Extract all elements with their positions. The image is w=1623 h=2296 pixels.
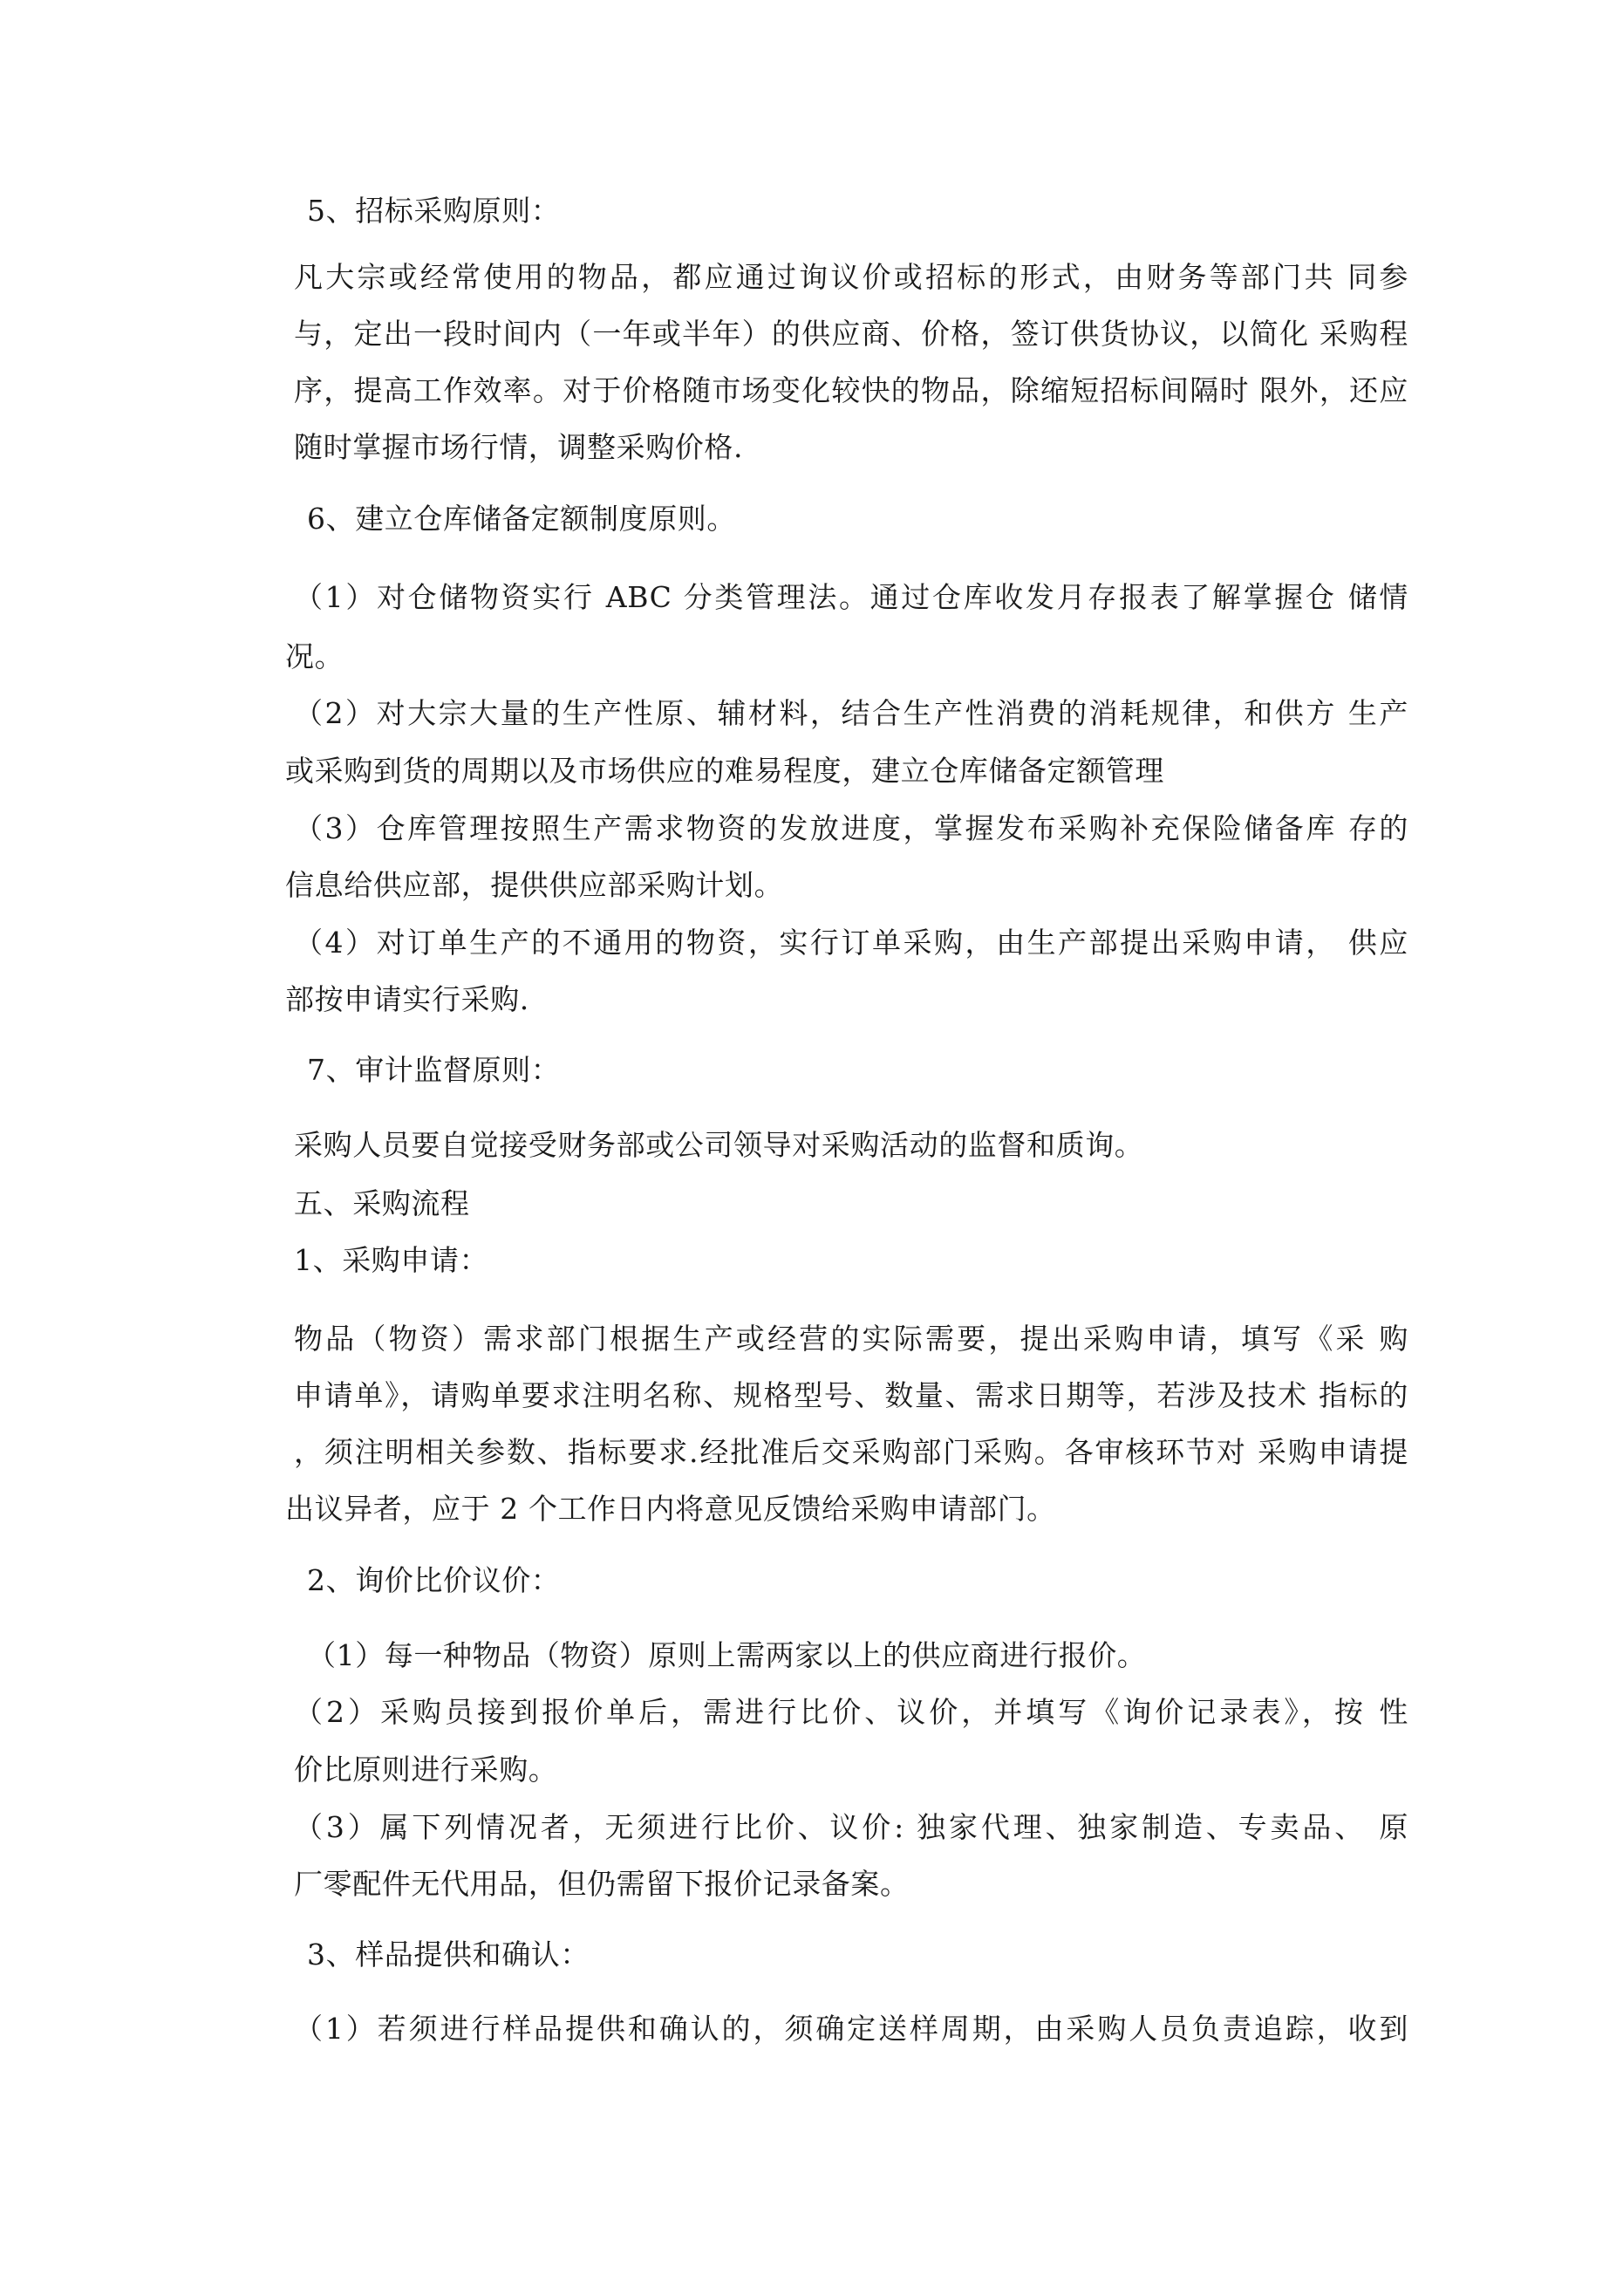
- chapter-heading: 五、采购流程: [294, 1186, 470, 1220]
- list-item-line: （4）对订单生产的不通用的物资，实行订单采购，由生产部提出采购申请， 供应: [294, 926, 1408, 960]
- section-heading-1: 1、采购申请：: [294, 1243, 489, 1277]
- list-item-line: 价比原则进行采购。: [294, 1753, 558, 1787]
- list-item-line: （1）每一种物品（物资）原则上需两家以上的供应商进行报价。: [307, 1638, 1147, 1672]
- list-item-line: 或采购到货的周期以及市场供应的难易程度，建立仓库储备定额管理: [285, 754, 1164, 788]
- section-heading-7: 7、审计监督原则：: [307, 1053, 561, 1087]
- list-item-line: 信息给供应部，提供供应部采购计划。: [285, 868, 784, 902]
- paragraph-line: 与，定出一段时间内（一年或半年）的供应商、价格，签订供货协议，以简化 采购程: [294, 317, 1408, 351]
- section-heading-3: 3、样品提供和确认：: [307, 1937, 590, 1971]
- list-item-line: 厂零配件无代用品，但仍需留下报价记录备案。: [294, 1867, 910, 1901]
- list-item-line: （3）属下列情况者，无须进行比价、议价: 独家代理、独家制造、专卖品、 原: [294, 1810, 1408, 1844]
- list-item-line: 部按申请实行采购.: [285, 982, 529, 1016]
- paragraph-line: 序，提高工作效率。对于价格随市场变化较快的物品，除缩短招标间隔时 限外，还应: [294, 373, 1408, 407]
- list-item-line: （2）对大宗大量的生产性原、辅材料，结合生产性消费的消耗规律，和供方 生产: [294, 696, 1408, 730]
- paragraph-line: 凡大宗或经常使用的物品，都应通过询议价或招标的形式，由财务等部门共 同参: [294, 260, 1408, 294]
- list-item-line: （1）对仓储物资实行 ABC 分类管理法。通过仓库收发月存报表了解掌握仓 储情: [294, 580, 1408, 614]
- paragraph-line: 采购人员要自觉接受财务部或公司领导对采购活动的监督和质询。: [294, 1128, 1144, 1162]
- paragraph-line: 出议异者，应于 2 个工作日内将意见反馈给采购申请部门。: [285, 1492, 1056, 1526]
- list-item-line: （1）若须进行样品提供和确认的，须确定送样周期，由采购人员负责追踪，收到: [294, 2012, 1408, 2046]
- list-item-line: （3）仓库管理按照生产需求物资的发放进度，掌握发布采购补充保险储备库 存的: [294, 811, 1408, 845]
- section-heading-2: 2、询价比价议价：: [307, 1563, 561, 1597]
- list-item-line: 况。: [285, 639, 344, 673]
- paragraph-line: 申请单》，请购单要求注明名称、规格型号、数量、需求日期等，若涉及技术 指标的: [294, 1378, 1408, 1412]
- list-item-line: （2）采购员接到报价单后，需进行比价、议价，并填写《询价记录表》，按 性: [294, 1695, 1408, 1729]
- section-heading-5: 5、招标采购原则：: [307, 194, 561, 228]
- paragraph-line: 随时掌握市场行情，调整采购价格.: [294, 430, 744, 464]
- paragraph-line: 物品（物资）需求部门根据生产或经营的实际需要，提出采购申请，填写《采 购: [294, 1322, 1408, 1356]
- section-heading-6: 6、建立仓库储备定额制度原则。: [307, 502, 736, 536]
- paragraph-line: ，须注明相关参数、指标要求.经批准后交采购部门采购。各审核环节对 采购申请提: [294, 1435, 1408, 1469]
